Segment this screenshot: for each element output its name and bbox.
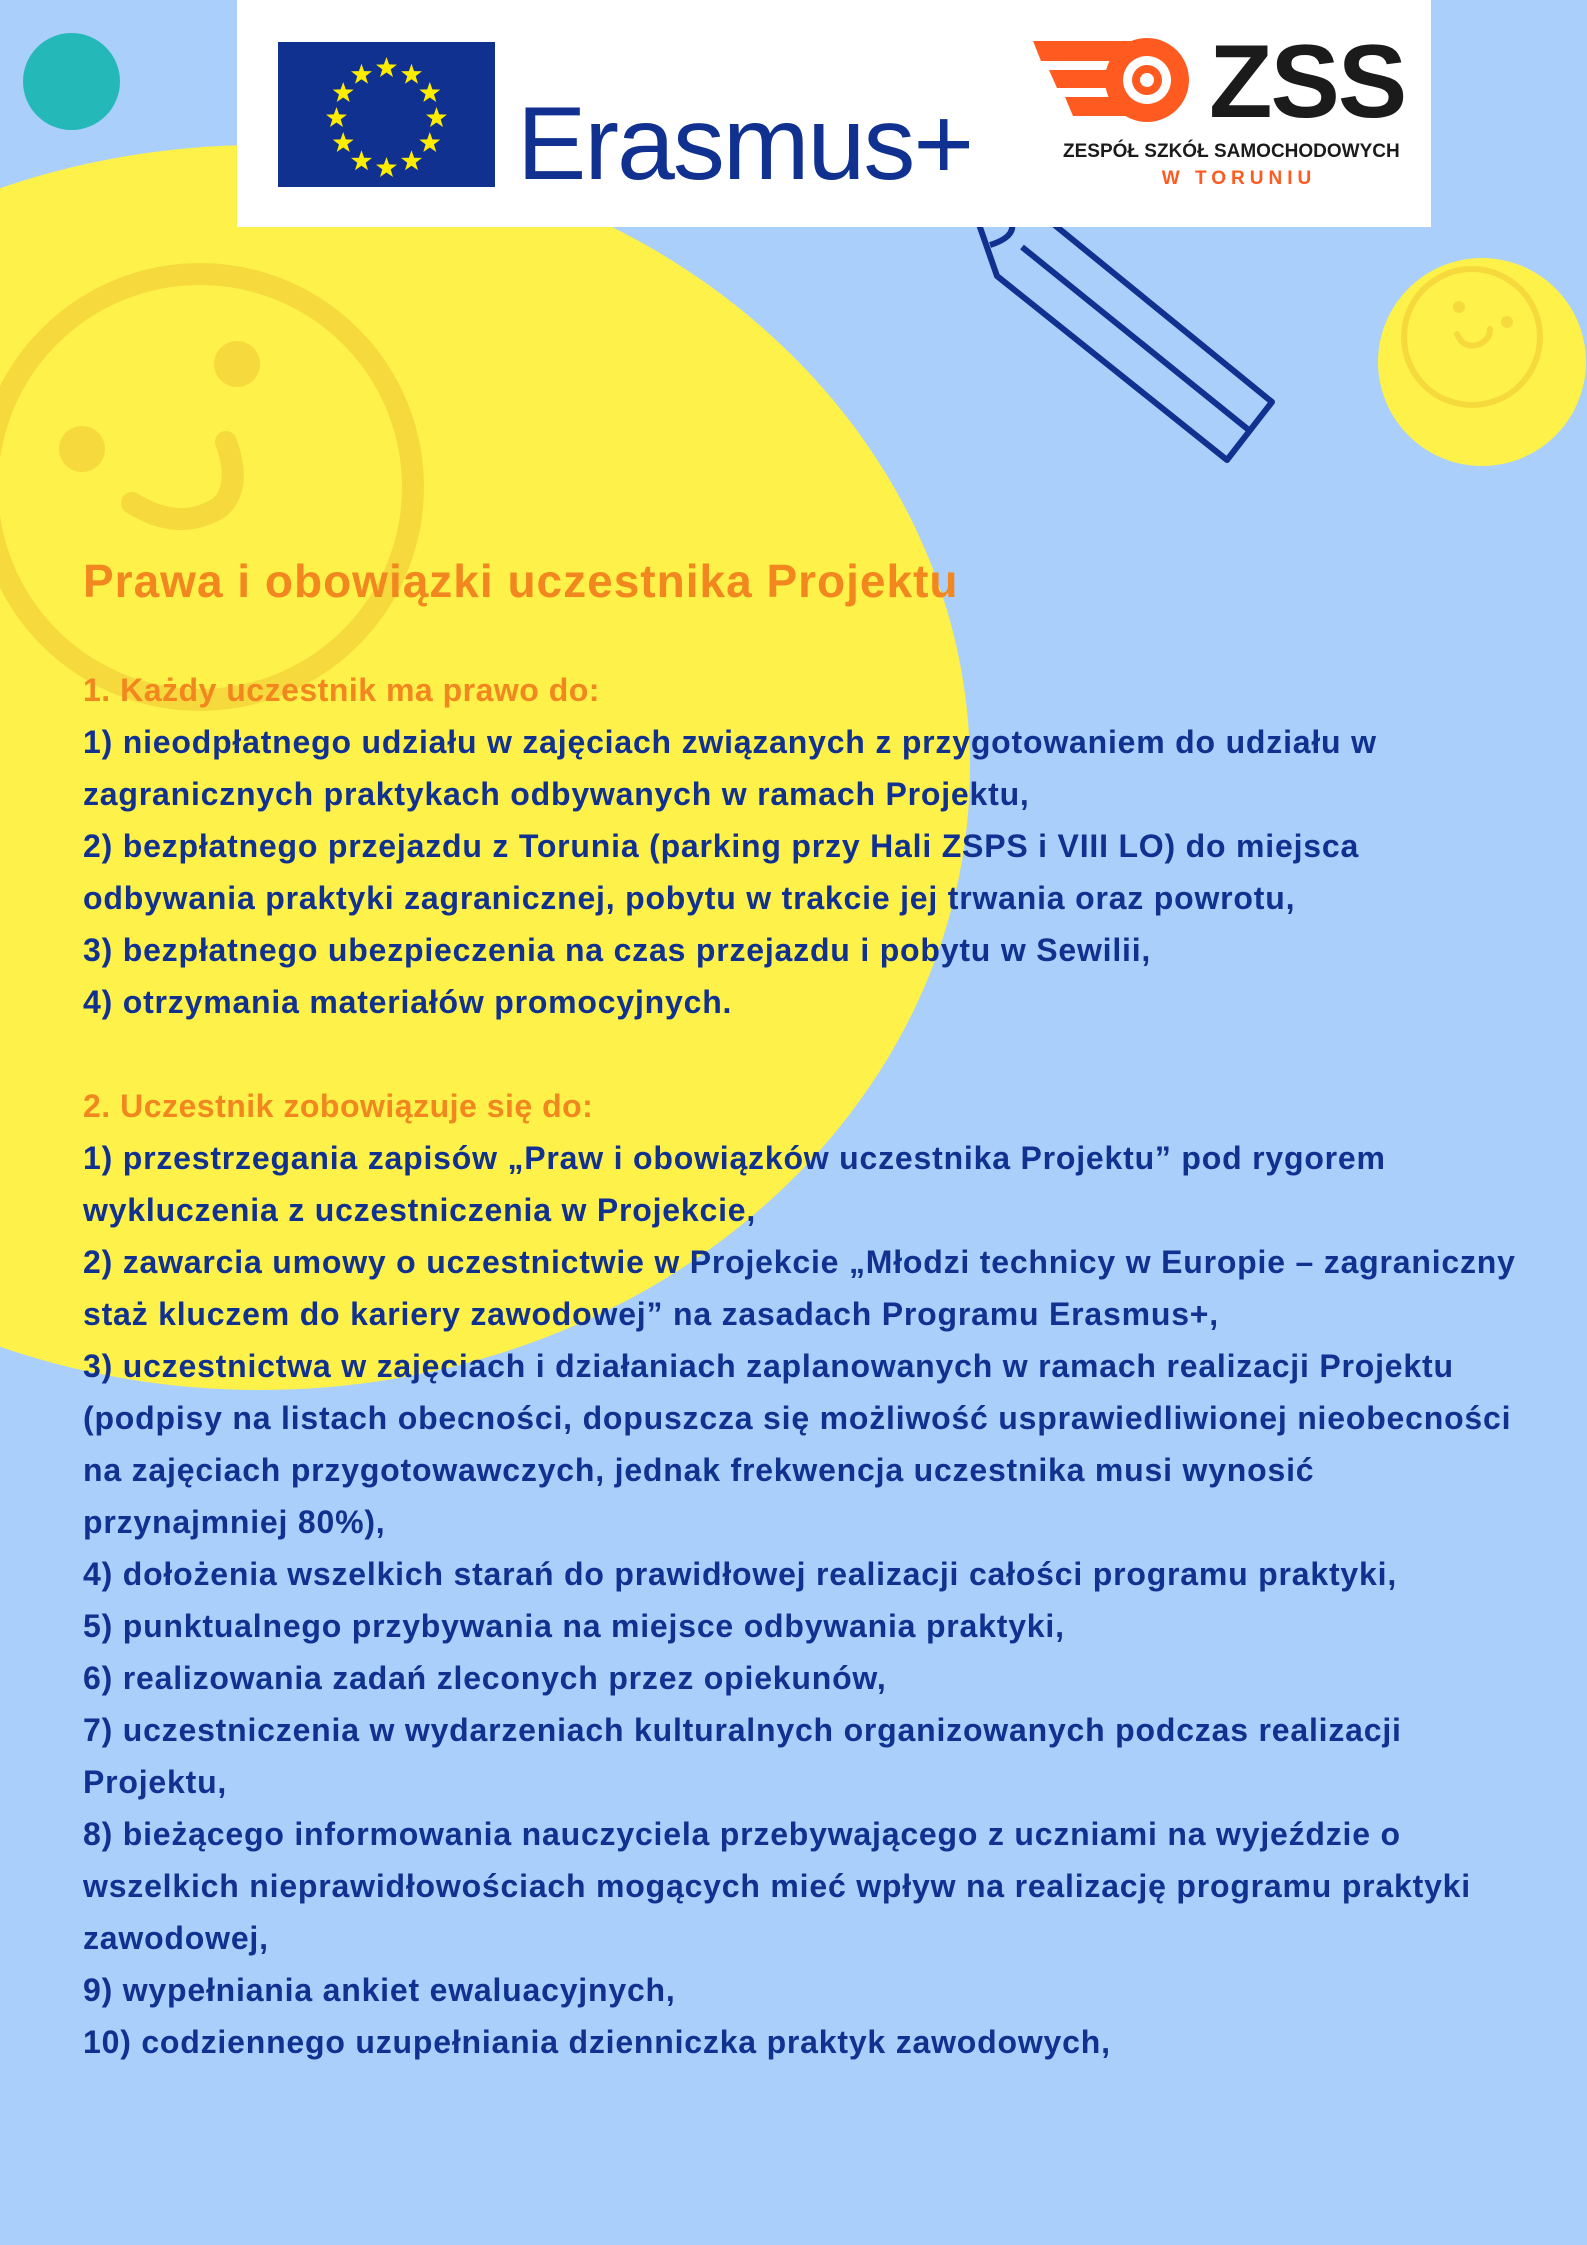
rights-section <box>83 664 1523 1028</box>
list-item: 1) nieodpłatnego udziału w zajęciach związanych z przygotowaniem do udziału w zagranicznych praktykach odbywanych w ramach Projektu, <box>83 724 1377 812</box>
list-item: 5) punktualnego przybywania na miejsce odbywania praktyki, <box>83 1608 1065 1644</box>
zss-full-name: ZESPÓŁ SZKÓŁ SAMOCHODOWYCH <box>1063 141 1400 162</box>
obligations-section <box>83 1080 1523 2068</box>
list-item: 2) bezpłatnego przejazdu z Torunia (parking przy Hali ZSPS i VIII LO) do miejsca odbywania praktyki zagranicznej, pobytu w trakcie jej trwania oraz powrotu, <box>83 828 1360 916</box>
smiley-face-icon <box>1398 262 1548 412</box>
section-heading: 2. Uczestnik zobowiązuje się do: <box>83 1088 594 1124</box>
list-item: 3) bezpłatnego ubezpieczenia na czas przejazdu i pobytu w Sewilii, <box>83 932 1152 968</box>
erasmus-plus-logo: Erasmus+ <box>517 86 973 202</box>
wheel-icon <box>1033 36 1203 124</box>
teal-dot <box>23 33 120 130</box>
list-item: 8) bieżącego informowania nauczyciela przebywającego z uczniami na wyjeździe o wszelkich nieprawidłowościach mogących mieć wpływ na realizację programu praktyki zawodowej, <box>83 1816 1471 1956</box>
section-heading: 1. Każdy uczestnik ma prawo do: <box>83 672 600 708</box>
list-item: 2) zawarcia umowy o uczestnictwie w Projekcie „Młodzi technicy w Europie – zagraniczny staż kluczem do kariery zawodowej” na zasadach Programu Erasmus+, <box>83 1244 1516 1332</box>
list-item: 1) przestrzegania zapisów „Praw i obowiązków uczestnika Projektu” pod rygorem wykluczenia z uczestniczenia w Projekcie, <box>83 1140 1386 1228</box>
list-item: 3) uczestnictwa w zajęciach i działaniach zaplanowanych w ramach realizacji Projektu (podpisy na listach obecności, dopuszcza się możliwość usprawiedliwionej nieobecności na zajęciach przygotowawczych, jednak frekwencja uczestnika musi wynosić przynajmniej 80%), <box>83 1348 1512 1540</box>
list-item: 9) wypełniania ankiet ewaluacyjnych, <box>83 1972 676 2008</box>
list-item: 7) uczestniczenia w wydarzeniach kulturalnych organizowanych podczas realizacji Projektu, <box>83 1712 1402 1800</box>
list-item: 4) otrzymania materiałów promocyjnych. <box>83 984 733 1020</box>
zss-school-logo <box>1033 24 1417 196</box>
list-item: 6) realizowania zadań zleconych przez opiekunów, <box>83 1660 887 1696</box>
header-logo-bar <box>237 0 1431 227</box>
page-title: Prawa i obowiązki uczestnika Projektu <box>83 555 959 607</box>
eu-flag-icon <box>278 42 495 187</box>
zss-abbreviation: ZSS <box>1209 24 1406 140</box>
zss-city: W TORUNIU <box>1161 168 1317 189</box>
list-item: 10) codziennego uzupełniania dzienniczka praktyk zawodowych, <box>83 2024 1111 2060</box>
pencil-icon <box>960 200 1290 470</box>
list-item: 4) dołożenia wszelkich starań do prawidłowej realizacji całości programu praktyki, <box>83 1556 1398 1592</box>
document-content <box>83 553 1523 2068</box>
